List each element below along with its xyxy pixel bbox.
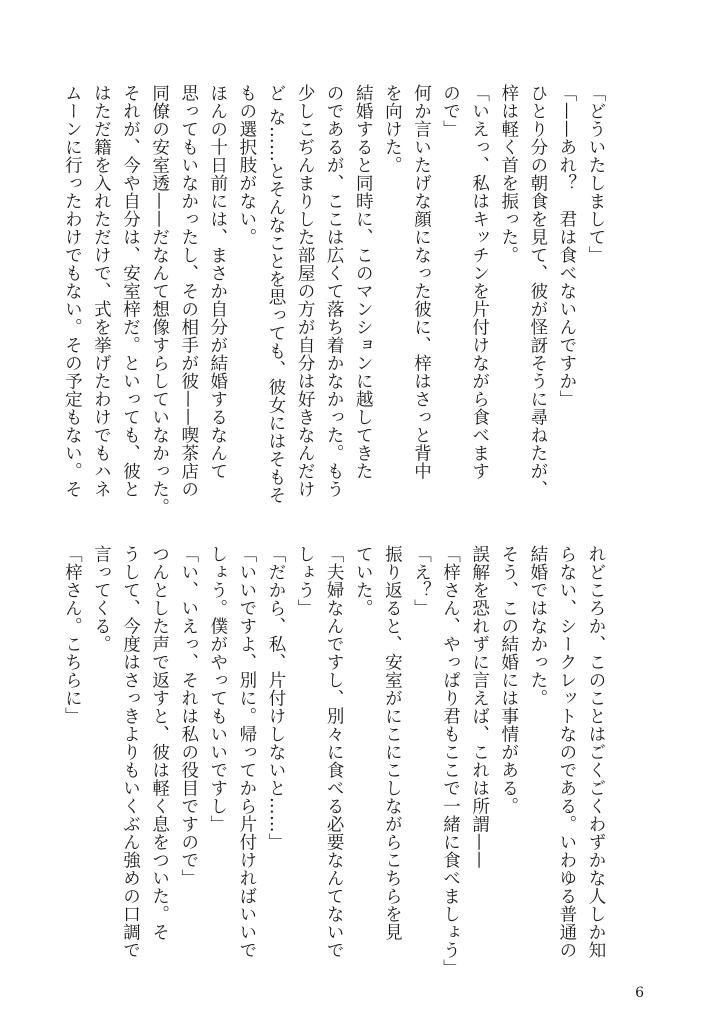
text-line: ので」: [440, 84, 461, 138]
text-line: ひとり分の朝食を見て、彼が怪訝そうに尋ねたが、: [527, 84, 548, 498]
text-line: 「いいですよ、別に。帰ってから片付ければいいで: [236, 545, 257, 959]
text-line: もの選択肢がない。: [236, 84, 257, 246]
text-line: 結婚すると同時に、このマンションに越してきた: [353, 84, 374, 480]
text-line: うして、今度はさっきよりもいくぶん強めの口調で: [120, 545, 141, 959]
text-line: 何か言いたげな顔になった彼に、梓はさっと背中: [411, 84, 432, 480]
text-line: しょう」: [295, 545, 316, 617]
text-line: ほんの十日前には、まさか自分が結婚するなんて: [207, 84, 228, 480]
upper-text-block: [62, 84, 608, 516]
text-line: 「——あれ？ 君は食べないんですか」: [556, 84, 577, 408]
text-line: 思ってもいなかったし、その相手が彼——喫茶店の: [178, 84, 199, 498]
page-number: 6: [635, 985, 644, 1001]
text-line: しょう。僕がやってもいいですし」: [207, 545, 228, 833]
text-line: はただ籍を入れただけで、式を挙げたわけでもハネ: [91, 84, 112, 498]
text-line: 同僚の安室透——だなんて想像すらしていなかった。: [149, 84, 170, 516]
text-line: 「いえっ、私はキッチンを片付けながら食べます: [469, 84, 490, 480]
text-line: ムーンに行ったわけでもない。その予定もない。そ: [62, 84, 83, 498]
text-line: れどころか、このことはごくごくわずかな人しか知: [586, 545, 606, 959]
text-line: 「だから、私、片付けしないと……」: [265, 545, 286, 851]
text-line: 言ってくる。: [91, 545, 112, 653]
text-line: ていた。: [353, 545, 374, 617]
text-line: そう、この結婚には事情がある。: [498, 545, 519, 815]
text-line: らない、シークレットなのである。いわゆる普通の: [556, 545, 577, 959]
text-line: 「どういたしまして」: [586, 84, 606, 264]
text-line: 「え？」: [411, 545, 432, 617]
text-line: 「い、いえっ、それは私の役目ですので」: [178, 545, 199, 887]
text-line: つんとした声で返すと、彼は軽く息をついた。そ: [149, 545, 170, 941]
text-line: 誤解を恐れずに言えば、これは所謂——: [469, 545, 490, 869]
text-line: 結婚ではなかった。: [527, 545, 548, 707]
text-line: それが、今や自分は、安室梓だ。といっても、彼と: [120, 84, 141, 498]
text-line: 「梓さん、やっぱり君もここで一緒に食べましょう」: [440, 545, 461, 977]
text-line: のであるが、ここは広くて落ち着かなかった。もう: [324, 84, 345, 498]
lower-text-block: [62, 545, 608, 977]
text-line: 「夫婦なんですし、別々に食べる必要なんてないで: [324, 545, 345, 959]
text-line: 少しこぢんまりした部屋の方が自分は好きなんだけ: [295, 84, 316, 498]
text-line: 「梓さん。こちらに」: [62, 545, 83, 725]
text-line: 梓は軽く首を振った。: [498, 84, 519, 264]
text-line: ど な……とそんなことを思っても、彼女にはそもそ: [265, 84, 286, 505]
text-line: を向けた。: [382, 84, 403, 174]
text-line: 振り返ると、安室がにこにこしながらこちらを見: [382, 545, 403, 941]
